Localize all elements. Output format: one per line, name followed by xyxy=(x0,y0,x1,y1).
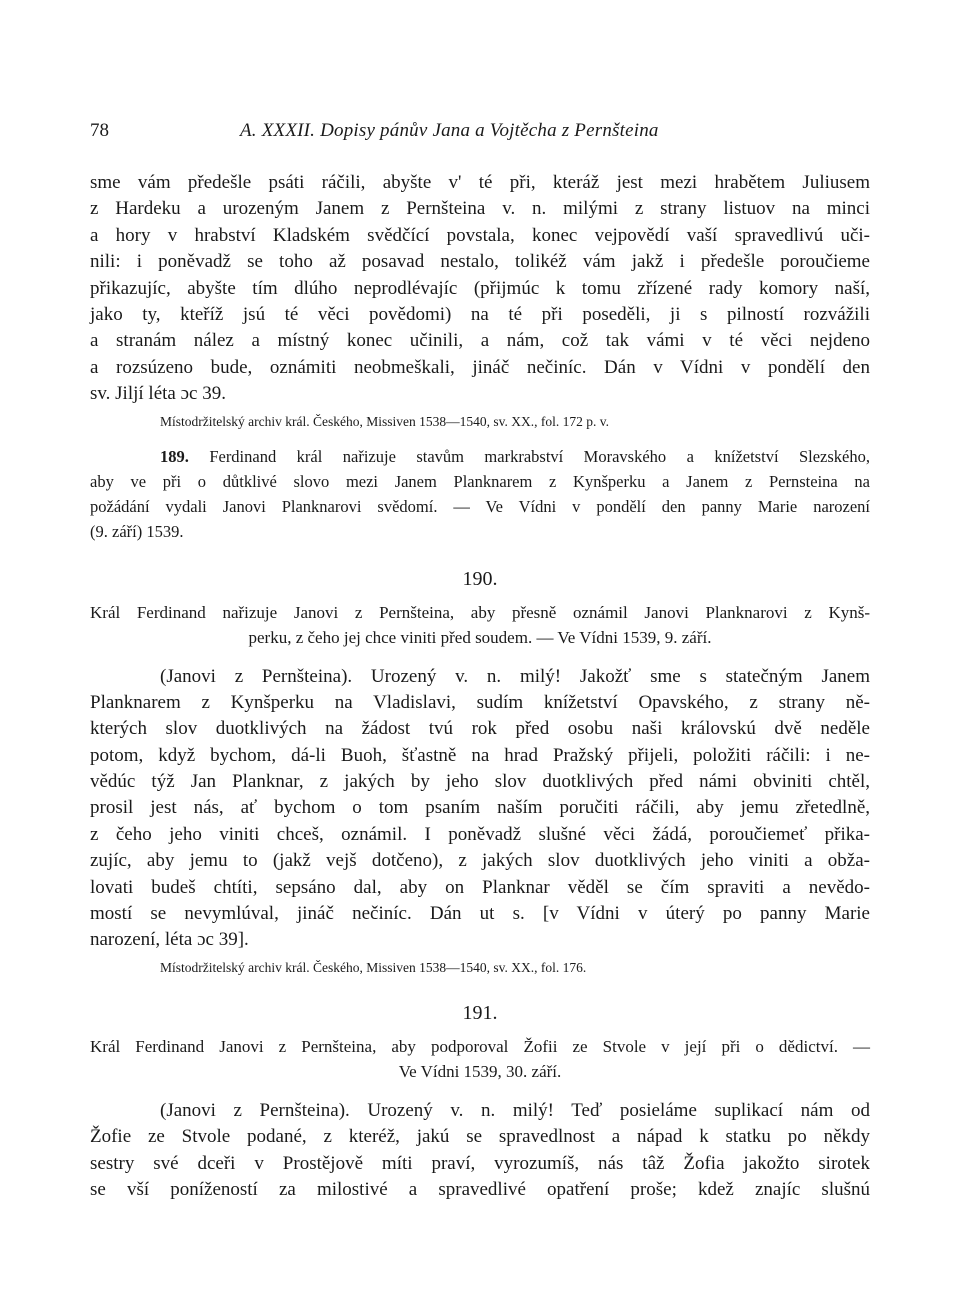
text-line: jako ty, kteříž jsú té věci povědomi) na té při poseděli, ji s pilností rozvážili xyxy=(90,303,870,325)
page-content xyxy=(90,170,870,1203)
text-line: mostí se nevymlúval, jináč nečiníc. Dán ut s. [v Vídni v úterý po panny Marie xyxy=(90,903,870,925)
text-line: sv. Jiljí léta ɔc 39. xyxy=(90,383,226,405)
continuation-text xyxy=(90,170,870,408)
text-line: vědúc týž Jan Planknar, z jakých by jeho slov duotklivých před námi obviniti chtěl, xyxy=(90,771,870,793)
page-number: 78 xyxy=(90,120,109,141)
summary-line: Ve Vídni 1539, 30. září. xyxy=(398,1061,562,1081)
summary-line: perku, z čeho jej chce viniti před soudem. — Ve Vídni 1539, 9. září. xyxy=(248,627,712,647)
entry-summary xyxy=(90,600,870,650)
text-line: se vší ponížeností za milostivé a spravedlivé opatření proše; kdež znajíc slušnú xyxy=(90,1178,870,1200)
entry-number: 191. xyxy=(462,1001,498,1024)
summary-line: Král Ferdinand nařizuje Janovi z Pernšteina, aby přesně oznámil Janovi Planknarovi z Kynš- xyxy=(90,602,870,622)
text-line: kterých slov duotklivých na žádost tvú rok před osobu naši královskú dvě neděle xyxy=(90,718,870,740)
text-line: (9. září) 1539. xyxy=(90,521,184,541)
text-line: zujíc, aby jemu to (jakž vejš dotčeno), z jakých slov duotklivých jeho viniti a obža- xyxy=(90,850,870,872)
text-line: požádání vydali Janovi Planknarovi svědomí. — Ve Vídni v pondělí den panny Marie narození xyxy=(90,496,870,516)
page-header xyxy=(90,120,870,148)
text-line: z čeho jeho viniti chceš, oznámil. I poněvadž slušné věci žádá, poroučiemeť přika- xyxy=(90,823,870,845)
text-line: lovati budeš chtíti, sepsáno dal, aby on Planknar věděl se čím spraviti a nevědo- xyxy=(90,876,870,898)
archive-source: Místodržitelský archiv král. Českého, Missiven 1538—1540, sv. XX., fol. 172 p. v. xyxy=(160,413,609,429)
text-line: a hory v hrabství Kladském svědčící povstala, konec vejpovědí vaší spravedlivú uči- xyxy=(90,224,870,246)
entry-number: 190. xyxy=(462,567,498,590)
entry-191-text xyxy=(90,1098,870,1204)
archive-source: Místodržitelský archiv král. Českého, Missiven 1538—1540, sv. XX., fol. 176. xyxy=(160,959,587,975)
text-line: Ferdinand král nařizuje stavům markrabství Moravského a knížetství Slezského, xyxy=(188,446,870,466)
running-title: A. XXXII. Dopisy pánův Jana a Vojtěcha z Pernšteina xyxy=(240,120,659,141)
text-line: z Hardeku a urozeným Janem z Pernšteina v. n. milými z strany listuov na minci xyxy=(90,198,870,220)
text-line: (Janovi z Pernšteina). Urozený v. n. milý! Jakožť sme s statečným Janem xyxy=(160,665,870,687)
text-line: sme vám předešle psáti ráčili, abyšte v' té při, kteráž jest mezi hrabětem Juliusem xyxy=(90,172,870,193)
text-line: přikazujíc, abyšte tím dlúho neprodlévajíc (přijmúc k tomu zřízené rady komory naší, xyxy=(90,277,870,299)
text-line: a rozsúzeno bude, oznámiti neobmeškali, jináč nečiníc. Dán v Vídni v pondělí den xyxy=(90,356,870,378)
text-line: (Janovi z Pernšteina). Urozený v. n. milý! Teď posieláme suplikací nám od xyxy=(160,1099,870,1121)
entry-number: 189. xyxy=(160,446,189,466)
entry-189 xyxy=(90,444,870,544)
text-line: Žofie ze Stvole podané, z kteréž, jakú se spravedlnost a nápad k statku po někdy xyxy=(90,1126,870,1148)
text-line: sestry své dceři v Prostějově míti praví, vyrozumíš, nás tâž Žofia jakožto sirotek xyxy=(90,1152,870,1174)
text-line: aby ve při o důtklivé slovo mezi Janem Planknarem z Kynšperku a Janem z Pernsteina na xyxy=(90,471,870,491)
text-line: narození, léta ɔc 39]. xyxy=(90,929,249,951)
text-line: a stranám nález a místný konec učinili, a nám, což tak vámi v té věci nejdeno xyxy=(90,330,870,352)
text-line: nili: i poněvadž se toho až posavad nestalo, tolikéž vám jakž i předešle poroučieme xyxy=(90,251,870,273)
summary-line: Král Ferdinand Janovi z Pernšteina, aby podporoval Žofii ze Stvole v její při o dědictví. — xyxy=(90,1036,870,1056)
text-line: potom, když bychom, dá-li Buoh, šťastně na hrad Pražský přijeli, položiti ráčili: i ne- xyxy=(90,744,870,766)
entry-first-line xyxy=(90,444,870,469)
text-line: Planknarem z Kynšperku na Vladislavi, sudím knížetství Opavského, z strany ně- xyxy=(90,691,870,713)
text-line: prosil jest nás, ať bychom o tom psaním naším poručiti ráčili, aby jemu zřetedlně, xyxy=(90,797,870,819)
entry-summary xyxy=(90,1034,870,1084)
entry-190-text xyxy=(90,664,870,954)
